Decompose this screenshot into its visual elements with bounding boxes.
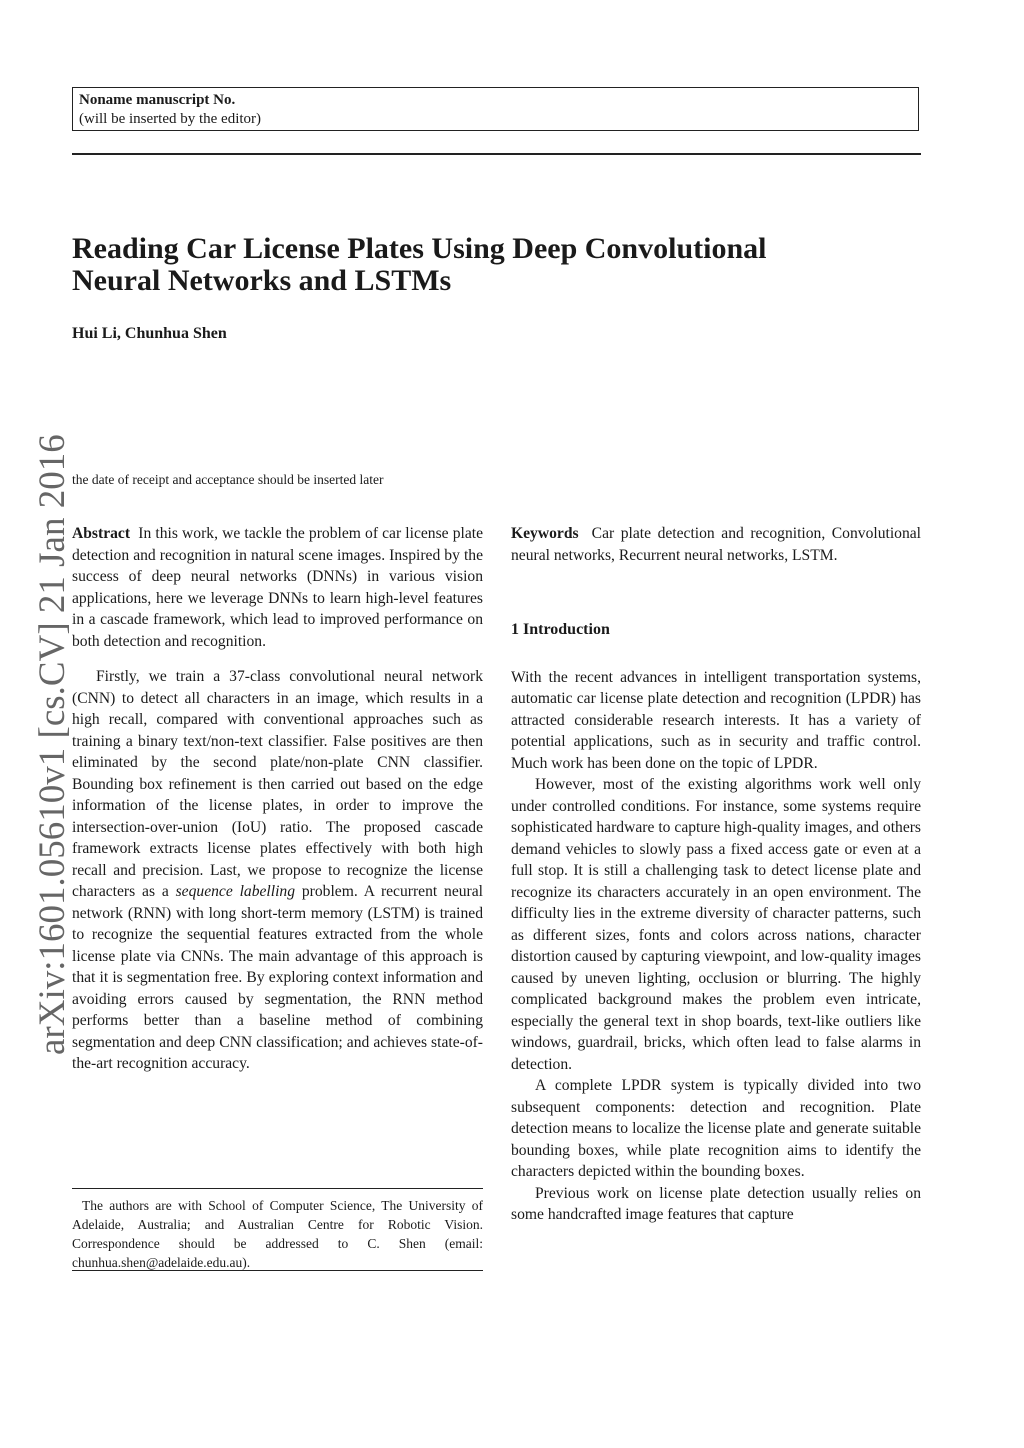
abstract-paragraph-1 (72, 523, 483, 652)
intro-paragraph-1: With the recent advances in intelligent transportation systems, automatic car license plate detection and recognition (LPDR) has attracted considerable research interests. It has a variety of potential applications, such as in security and traffic control. Much work has been done on the topic of LPDR. (511, 668, 921, 772)
arxiv-stamp: arXiv:1601.05610v1 [cs.CV] 21 Jan 2016 (32, 434, 73, 1055)
intro-paragraph-3: A complete LPDR system is typically divided into two subsequent components: detection and recognition. Plate detection means to localize the license plate and generate suitable bounding boxes, while plate recognition aims to identify the characters depicted within the bounding boxes. (511, 1077, 921, 1180)
paper-title (72, 233, 932, 297)
abstract-text-1: In this work, we tackle the problem of car license plate detection and recognition in natural scene images. Inspired by the success of deep neural networks (DNNs) in various vision applications, here we leverage DNNs to learn high-level features in a cascade framework, which lead to improved performance on both detection and recognition. (72, 525, 484, 650)
editorial-box (72, 87, 919, 131)
left-column (72, 523, 483, 1075)
received-note: the date of receipt and acceptance should be inserted later (72, 472, 384, 487)
abstract-emphasis: sequence labelling (175, 883, 296, 900)
footnote-rule (72, 1188, 483, 1189)
title-line-2: Neural Networks and LSTMs (72, 264, 452, 297)
author-footnote: The authors are with School of Computer Science, The University of Adelaide, Australia; and Australian Centre for Robotic Vision. Correspondence should be addressed to C. Shen (email: chunhua.shen@adelaide.edu.au). (72, 1198, 483, 1270)
keywords-label: Keywords (511, 525, 579, 542)
footnote-rule-bottom (72, 1270, 483, 1271)
section-heading-introduction: 1 Introduction (511, 621, 610, 638)
intro-paragraph-4: Previous work on license plate detection usually relies on some handcrafted image features that capture (511, 1184, 921, 1223)
abstract-text-2a: Firstly, we train a 37-class convolutional neural network (CNN) to detect all characters in an image, which results in a high recall, compared with conventional approaches such as training a binary text/non-text classifier. False positives are then eliminated by the second plate/non-plate CNN classifier. Bounding box refinement is then carried out based on the edge information of the license plates, in order to improve the intersection-over-union (IoU) ratio. The proposed cascade framework extracts license plates effectively with both high recall and precision. Last, we propose to recognize the license characters as a (72, 668, 483, 900)
header-rule (72, 153, 921, 155)
editor-note: (will be inserted by the editor) (79, 111, 262, 127)
keywords-text: Car plate detection and recognition, Convolutional neural networks, Recurrent neural networks, LSTM. (511, 525, 922, 564)
abstract-label: Abstract (72, 525, 131, 542)
intro-paragraph-2: However, most of the existing algorithms work well only under controlled conditions. For instance, some systems require sophisticated hardware to capture high-quality images, and others demand vehicles to slowly pass a fixed access gate or even at a full stop. It is still a challenging task to detect license plate and recognize its characters accurately in an open environment. The difficulty lies in the extreme diversity of character patterns, such as different sizes, fonts and colors across nations, character distortion caused by capturing viewpoint, and low-quality images caused by uneven lighting, occlusion or blurring. The highly complicated background makes the problem even intricate, especially the general text in shop boards, text-like outliers like windows, guardrail, bricks, which often lead to false alarms in detection. (511, 776, 921, 1073)
manuscript-number: Noname manuscript No. (79, 92, 236, 108)
abstract-text-2b: problem. A recurrent neural network (RNN) with long short-term memory (LSTM) is trained to recognize the sequential features extracted from the whole license plate via CNNs. The main advantage of this approach is that it is segmentation free. By exploring context information and avoiding errors caused by segmentation, the RNN method performs better than a baseline method of combining segmentation and deep CNN classification; and achieves state-of-the-art recognition accuracy. (72, 883, 483, 1072)
keywords-paragraph (511, 523, 921, 566)
right-column (511, 523, 921, 1226)
title-line-1: Reading Car License Plates Using Deep Convolutional (72, 232, 767, 265)
author-list: Hui Li, Chunhua Shen (72, 325, 227, 342)
abstract-paragraph-2 (72, 666, 483, 1075)
